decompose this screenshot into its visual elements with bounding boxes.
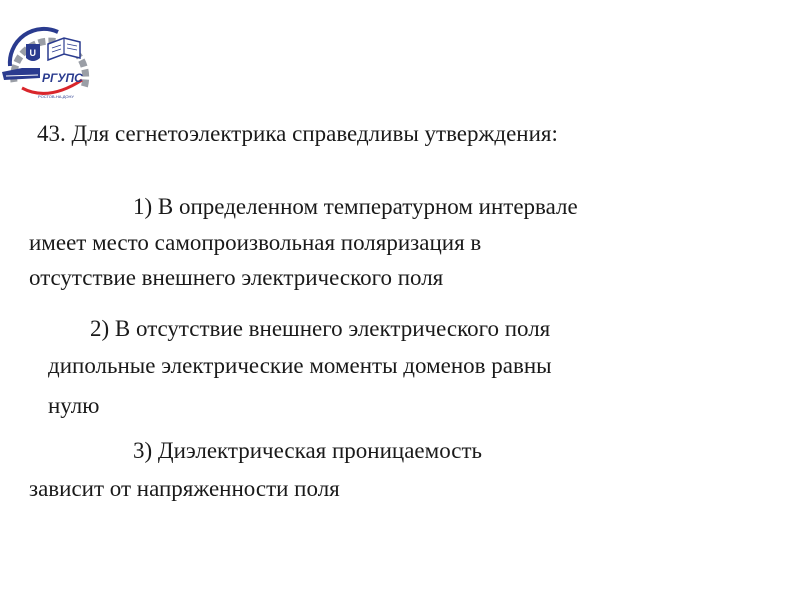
statement-1-line-3: отсутствие внешнего электрического поля [29, 265, 444, 290]
question-heading: 43. Для сегнетоэлектрика справедливы утверждения: [37, 121, 558, 146]
logo-letter: U [29, 48, 36, 58]
logo-small-text: РОСТОВ-НА-ДОНУ [38, 94, 74, 99]
logo-text: РГУПС [42, 71, 83, 85]
statement-1-line-1: 1) В определенном температурном интервале [133, 194, 578, 219]
statement-3-line-1: 3) Диэлектрическая проницаемость [133, 438, 483, 463]
statement-2-line-1: 2) В отсутствие внешнего электрического поля [90, 316, 551, 341]
rgups-emblem-icon [0, 22, 100, 104]
statement-2-line-2: дипольные электрические моменты доменов равны [48, 353, 552, 378]
statement-3-line-2: зависит от напряженности поля [29, 476, 340, 501]
statement-1-line-2: имеет место самопроизвольная поляризация в [29, 230, 482, 255]
statement-2-line-3: нулю [48, 393, 100, 418]
university-logo [0, 22, 100, 104]
